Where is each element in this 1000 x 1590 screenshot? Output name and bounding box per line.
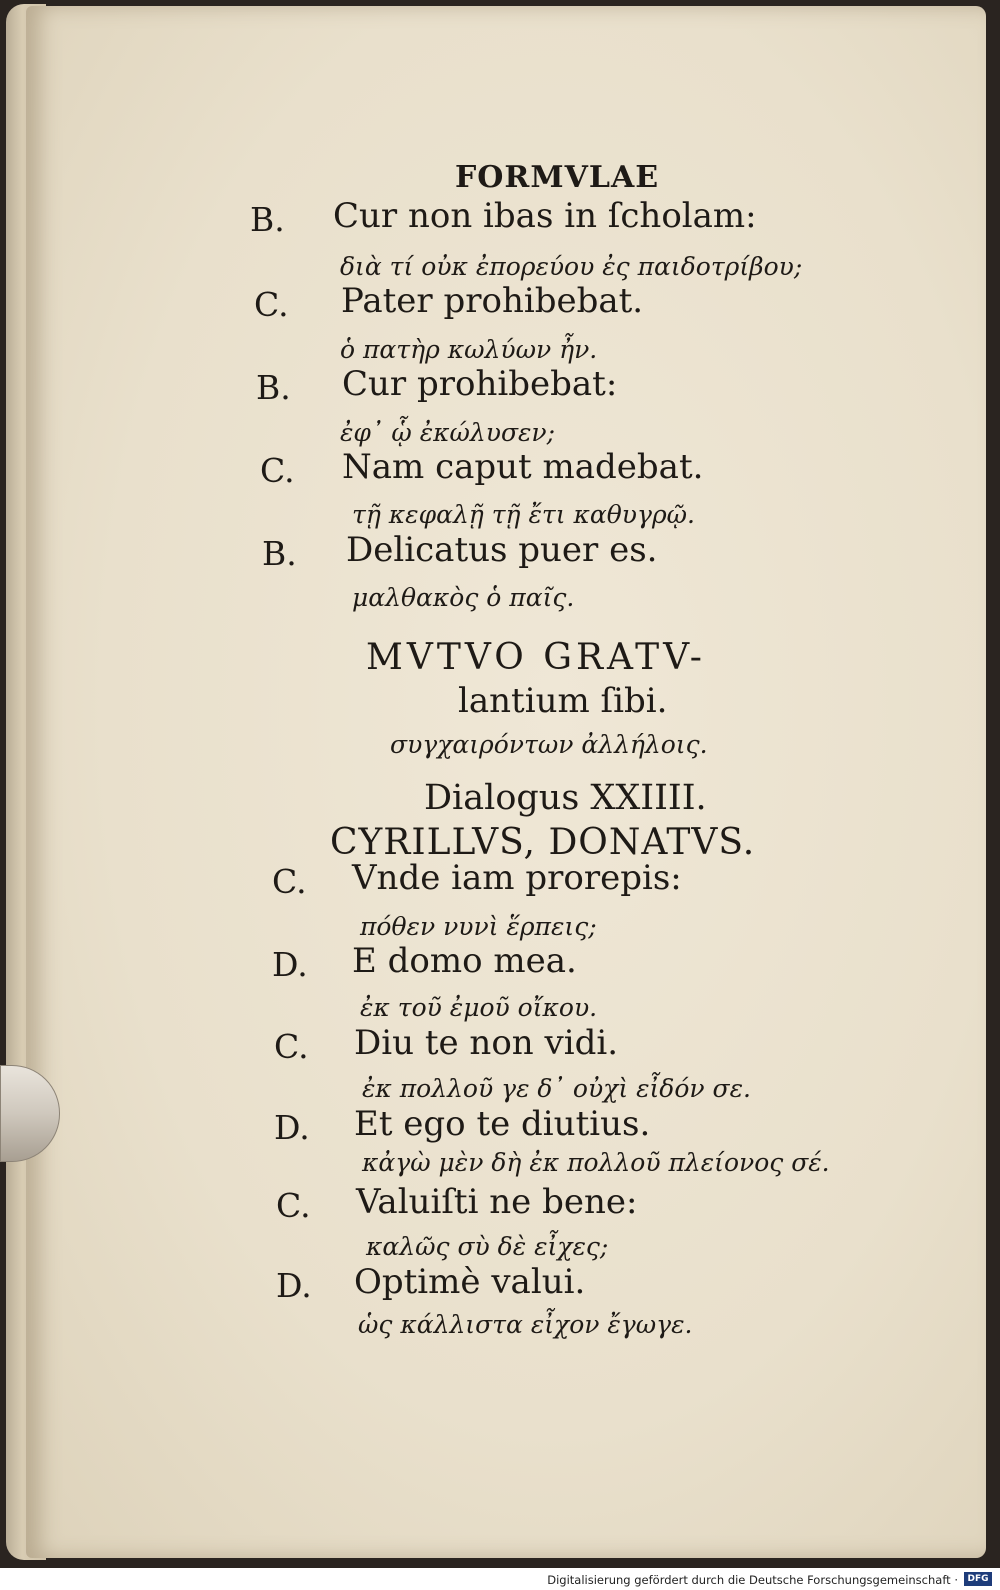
- greek-line: κἀγὼ μὲν δὴ ἐκ πολλοῦ πλείονος σέ.: [362, 1148, 830, 1177]
- latin-line: Cur prohibebat:: [342, 364, 618, 404]
- latin-line: Delicatus puer es.: [346, 530, 658, 570]
- dialogue-label: Dialogus XXIIII.: [424, 778, 707, 818]
- speaker-label: C.: [276, 1186, 311, 1225]
- speaker-label: D.: [274, 1108, 310, 1147]
- latin-line: Vnde iam prorepis:: [352, 858, 682, 898]
- speaker-label: B.: [256, 368, 291, 407]
- speaker-label: C.: [274, 1027, 309, 1066]
- dfg-logo: DFG: [964, 1572, 992, 1586]
- latin-line: Cur non ibas in ſcholam:: [333, 196, 757, 236]
- speaker-label: B.: [262, 534, 297, 573]
- running-header: FORMVLAE: [455, 160, 660, 195]
- speaker-label: C.: [272, 862, 307, 901]
- latin-line: Diu te non vidi.: [354, 1023, 619, 1063]
- greek-line: ἐφ᾽ ᾧ ἐκώλυσεν;: [340, 418, 556, 447]
- latin-line: Et ego te diutius.: [354, 1104, 651, 1144]
- greek-line: τῇ κεφαλῇ τῇ ἔτι καθυγρῷ.: [352, 500, 695, 529]
- latin-line: Pater prohibebat.: [341, 281, 644, 321]
- greek-line: ἐκ πολλοῦ γε δ᾽ οὐχὶ εἶδόν σε.: [362, 1074, 751, 1103]
- greek-line: ὁ πατὴρ κωλύων ἦν.: [340, 335, 598, 364]
- greek-line: πόθεν νυνὶ ἕρπεις;: [360, 912, 597, 941]
- speaker-label: D.: [276, 1266, 312, 1305]
- speaker-label: B.: [250, 200, 285, 239]
- latin-line: Nam caput madebat.: [342, 447, 704, 487]
- speaker-label: D.: [272, 945, 308, 984]
- greek-line: ὡς κάλλιστα εἶχον ἔγωγε.: [358, 1310, 693, 1339]
- latin-line: Optimè valui.: [354, 1262, 586, 1302]
- latin-line: E domo mea.: [352, 941, 577, 981]
- section-subtitle: lantium ſibi.: [458, 681, 668, 721]
- greek-line: ἐκ τοῦ ἐμοῦ οἴκου.: [360, 993, 598, 1022]
- greek-line: μαλθακὸς ὁ παῖς.: [352, 583, 575, 612]
- speaker-label: C.: [254, 285, 289, 324]
- section-greek-title: συγχαιρόντων ἀλλήλοις.: [390, 730, 708, 759]
- greek-line: καλῶς σὺ δὲ εἶχες;: [366, 1232, 609, 1261]
- latin-line: Valuiſti ne bene:: [356, 1182, 638, 1222]
- greek-line: διὰ τί οὐκ ἐπορεύου ἐς παιδοτρίβου;: [340, 252, 803, 281]
- speaker-label: C.: [260, 451, 295, 490]
- funding-notice: Digitalisierung gefördert durch die Deutsche Forschungsgemeinschaft ·: [547, 1573, 958, 1587]
- section-title: MVTVO GRATV-: [366, 637, 706, 678]
- dialogue-characters: CYRILLVS, DONATVS.: [330, 822, 756, 863]
